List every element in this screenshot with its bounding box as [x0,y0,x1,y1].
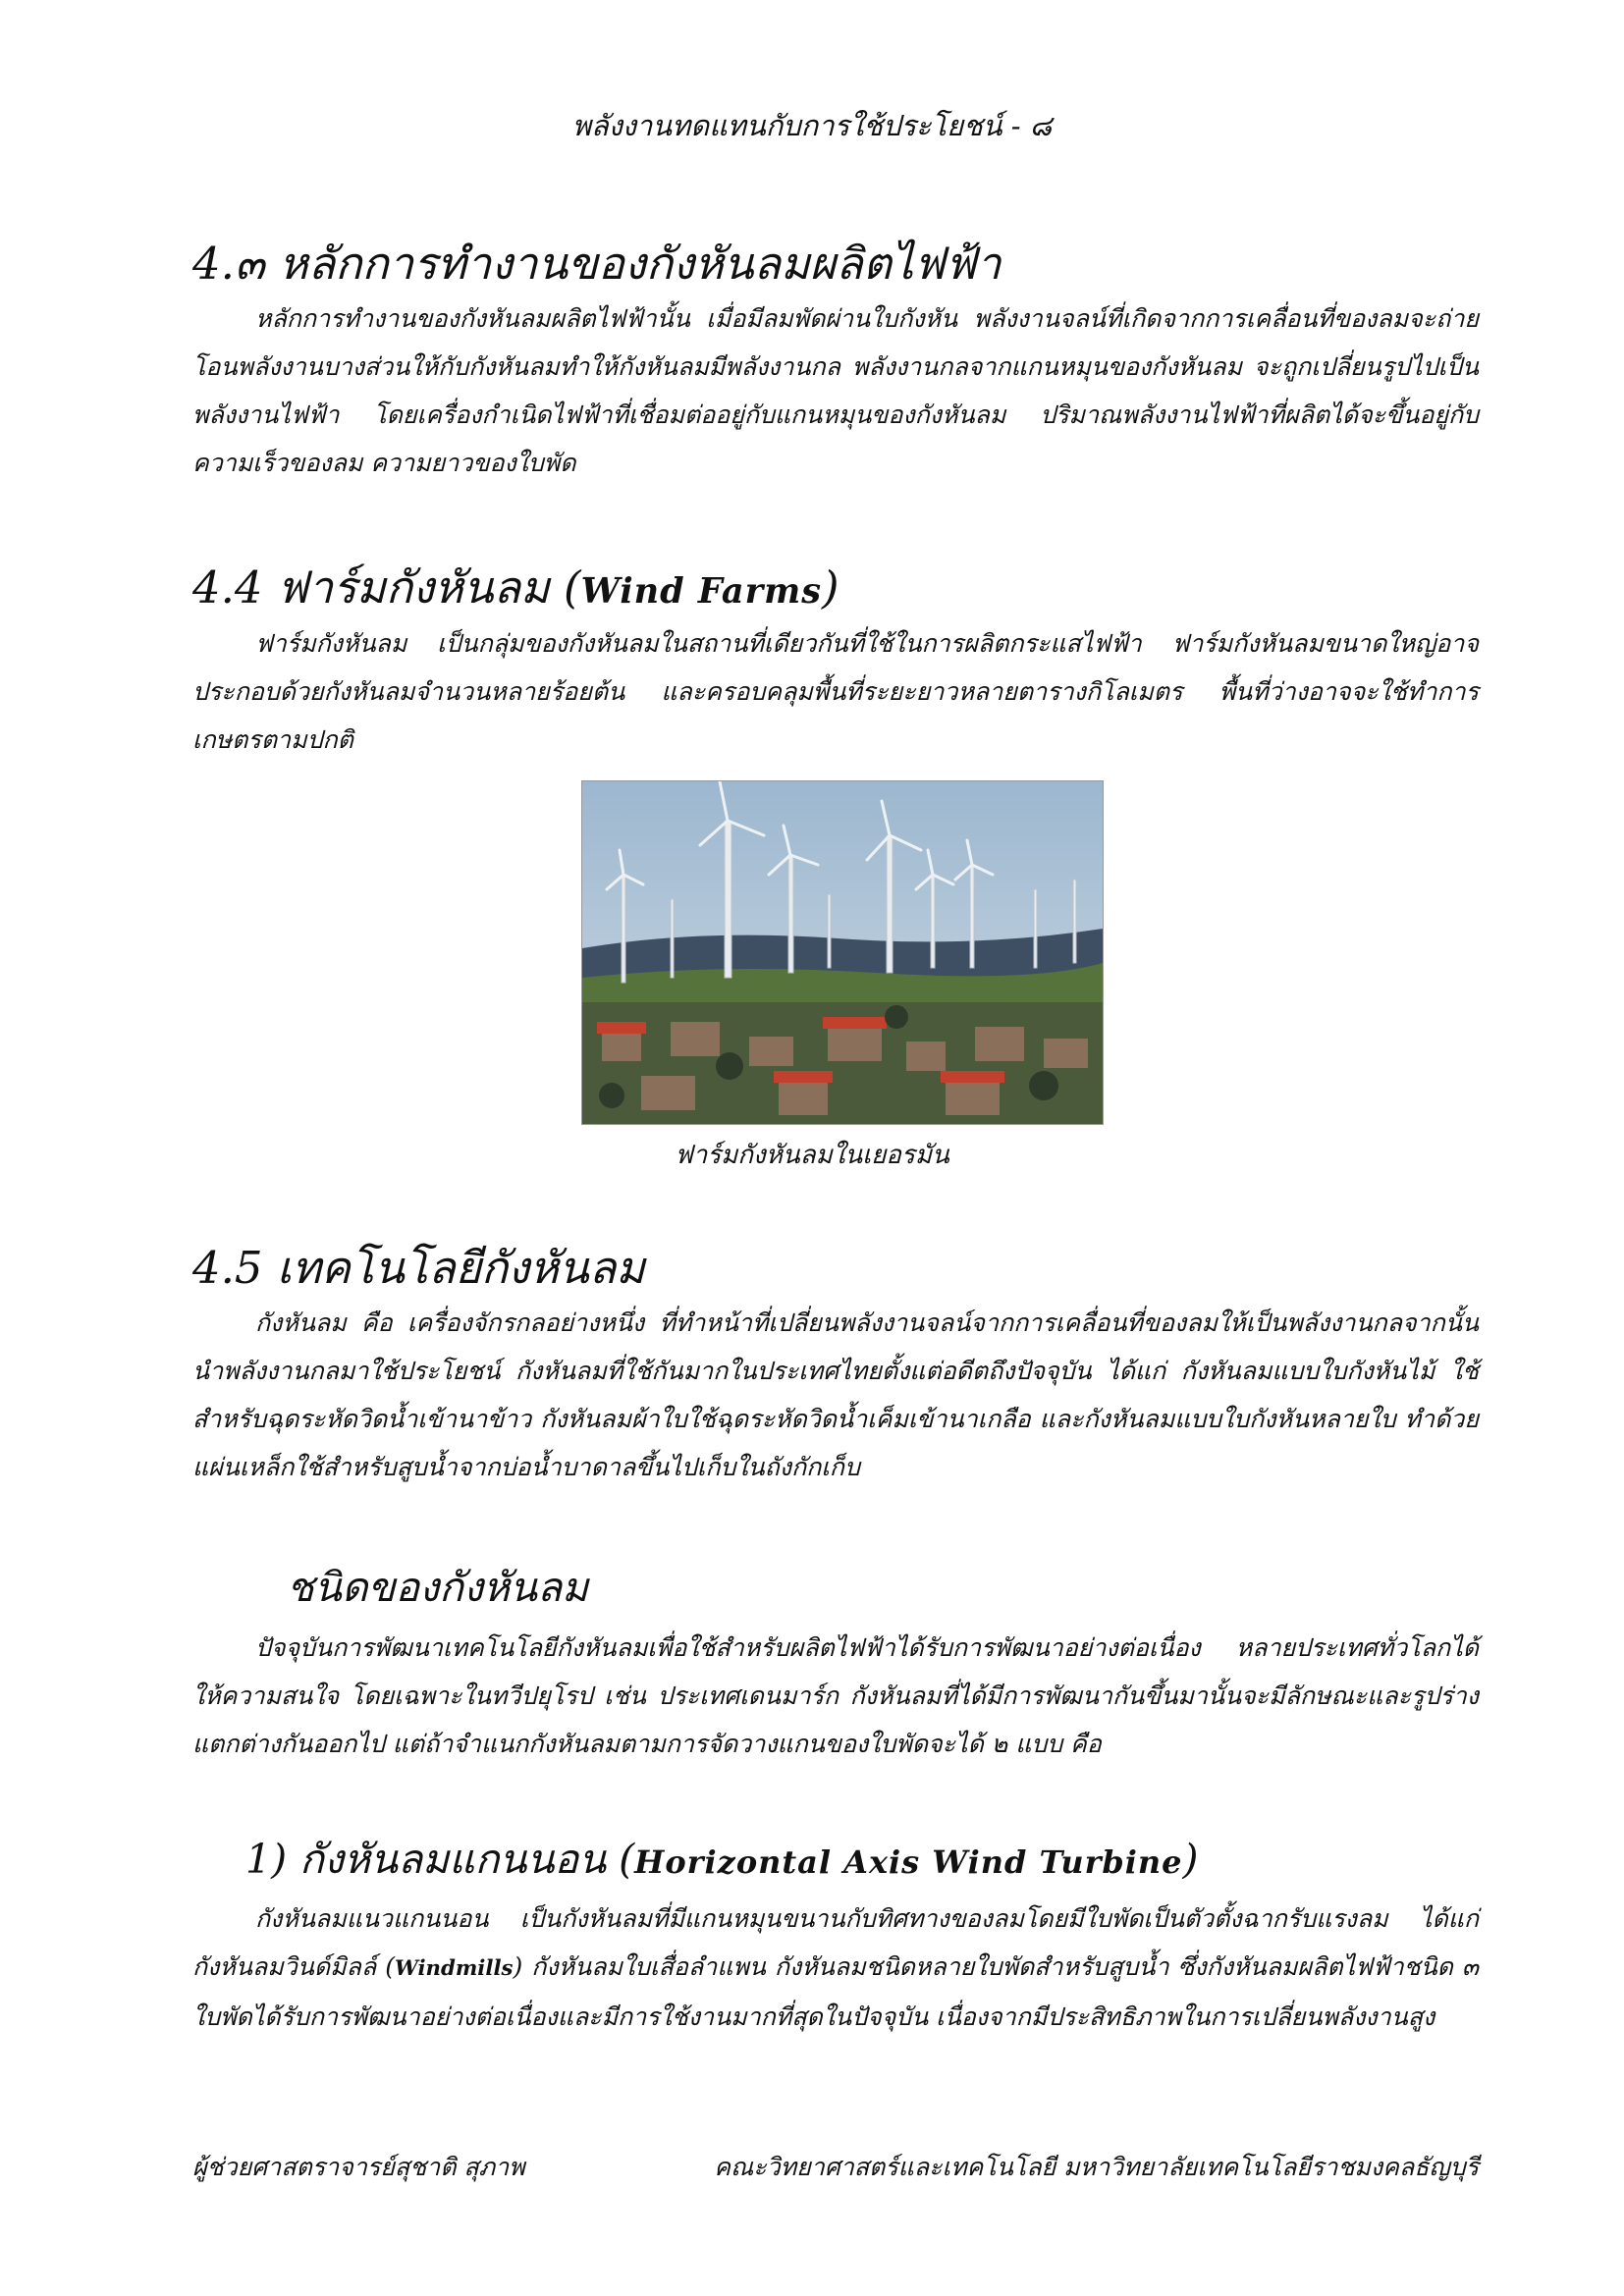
wind-farm-photo [581,780,1104,1125]
heading-4-4 [192,552,839,622]
paragraph-hawt-a: กังหันลมแนวแกนนอน เป็นกังหันลมที่มีแกนหมุนขนานกับทิศทางของลมโดยมีใบพัดเป็นตัวตั้งฉากรับแรงลม ได้แก่ กังหันลมวินด์มิลล์ ( [192,1904,1479,1981]
footer-author: ผู้ช่วยศาสตราจารย์สุชาติ สุภาพ [192,2153,525,2181]
heading-hawt-th: 1) กังหันลมแกนนอน ( [245,1836,635,1883]
paragraph-4-5: กังหันลม คือ เครื่องจักรกลอย่างหนึ่ง ที่ทำหน้าที่เปลี่ยนพลังงานจลน์จากการเคลื่อนที่ของลมให้เป็นพลังงานกลจากนั้นนำพลังงานกลมาใช้ประโยชน์ กังหันลมที่ใช้กันมากในประเทศไทยตั้งแต่อดีตถึงปัจจุบัน ได้แก่ กังหันลมแบบใบกังหันไม้ ใช้สำหรับฉุดระหัดวิดน้ำเข้านาข้าว กังหันลมผ้าใบใช้ฉุดระหัดวิดน้ำเค็มเข้านาเกลือ และกังหันลมแบบใบกังหันหลายใบ ทำด้วยแผ่นเหล็กใช้สำหรับสูบน้ำจากบ่อน้ำบาดาลขึ้นไปเก็บในถังกักเก็บ [192,1308,1479,1481]
paragraph-hawt-en: Windmills [394,1956,514,1981]
heading-hawt-en: Horizontal Axis Wind Turbine [634,1843,1183,1881]
heading-4-3: 4.๓ หลักการทำงานของกังหันลมผลิตไฟฟ้า [192,238,1001,290]
heading-4-5: 4.5 เทคโนโลยีกังหันลม [192,1242,645,1294]
page-footer [192,2148,1479,2187]
paragraph-4-4: ฟาร์มกังหันลม เป็นกลุ่มของกังหันลมในสถานที่เดียวกันที่ใช้ในการผลิตกระแสไฟฟ้า ฟาร์มกังหันลมขนาดใหญ่อาจประกอบด้วยกังหันลมจำนวนหลายร้อยต้น และครอบคลุมพื้นที่ระยะยาวหลายตารางกิโลเมตร พื้นที่ว่างอาจจะใช้ทำการเกษตรตามปกติ [192,629,1479,754]
heading-4-4-th: 4.4 ฟาร์มกังหันลม ( [192,561,581,614]
paragraph-4-3: หลักการทำงานของกังหันลมผลิตไฟฟ้านั้น เมื่อมีลมพัดผ่านใบกังหัน พลังงานจลน์ที่เกิดจากการเคลื่อนที่ของลมจะถ่ายโอนพลังงานบางส่วนให้กับกังหันลมทำให้กังหันลมมีพลังงานกล พลังงานกลจากแกนหมุนของกังหันลม จะถูกเปลี่ยนรูปไปเป็นพลังงานไฟฟ้า โดยเครื่องกำเนิดไฟฟ้าที่เชื่อมต่ออยู่กับแกนหมุนของกังหันลม ปริมาณพลังงานไฟฟ้าที่ผลิตได้จะขึ้นอยู่กับความเร็วของลม ความยาวของใบพัด [192,304,1479,477]
paragraph-wind-turbine-types: ปัจจุบันการพัฒนาเทคโนโลยีกังหันลมเพื่อใช้สำหรับผลิตไฟฟ้าได้รับการพัฒนาอย่างต่อเนื่อง หลายประเทศทั่วโลกได้ให้ความสนใจ โดยเฉพาะในทวีปยุโรป เช่น ประเทศเดนมาร์ก กังหันลมที่ได้มีการพัฒนากันขึ้นมานั้นจะมีลักษณะและรูปร่างแตกต่างกันออกไป แต่ถ้าจำแนกกังหันลมตามการจัดวางแกนของใบพัดจะได้ ๒ แบบ คือ [192,1633,1479,1758]
heading-4-4-en: Wind Farms [580,571,822,612]
footer-affiliation: คณะวิทยาศาสตร์และเทคโนโลยี มหาวิทยาลัยเทคโนโลยีราชมงคลธัญบุรี [714,2153,1479,2181]
running-header: พลังงานทดแทนกับการใช้ประโยชน์ - ๘ [571,109,1053,142]
photo-caption: ฟาร์มกังหันลมในเยอรมัน [675,1141,949,1170]
heading-hawt-close: ) [1182,1836,1199,1883]
paragraph-hawt [192,1895,1479,2041]
heading-wind-turbine-types: ชนิดของกังหันลม [287,1564,589,1611]
heading-hawt [245,1828,1199,1892]
paragraph-hawt-b: ) กังหันลมใบเสื่อลำแพน กังหันลมชนิดหลายใบพัดสำหรับสูบน้ำ ซึ่งกังหันลมผลิตไฟฟ้าชนิด ๓ ใบพัดได้รับการพัฒนาอย่างต่อเนื่องและมีการใช้งานมากที่สุดในปัจจุบัน เนื่องจากมีประสิทธิภาพในการเปลี่ยนพลังงานสูง [192,1952,1479,2031]
heading-4-4-close: ) [822,561,839,614]
